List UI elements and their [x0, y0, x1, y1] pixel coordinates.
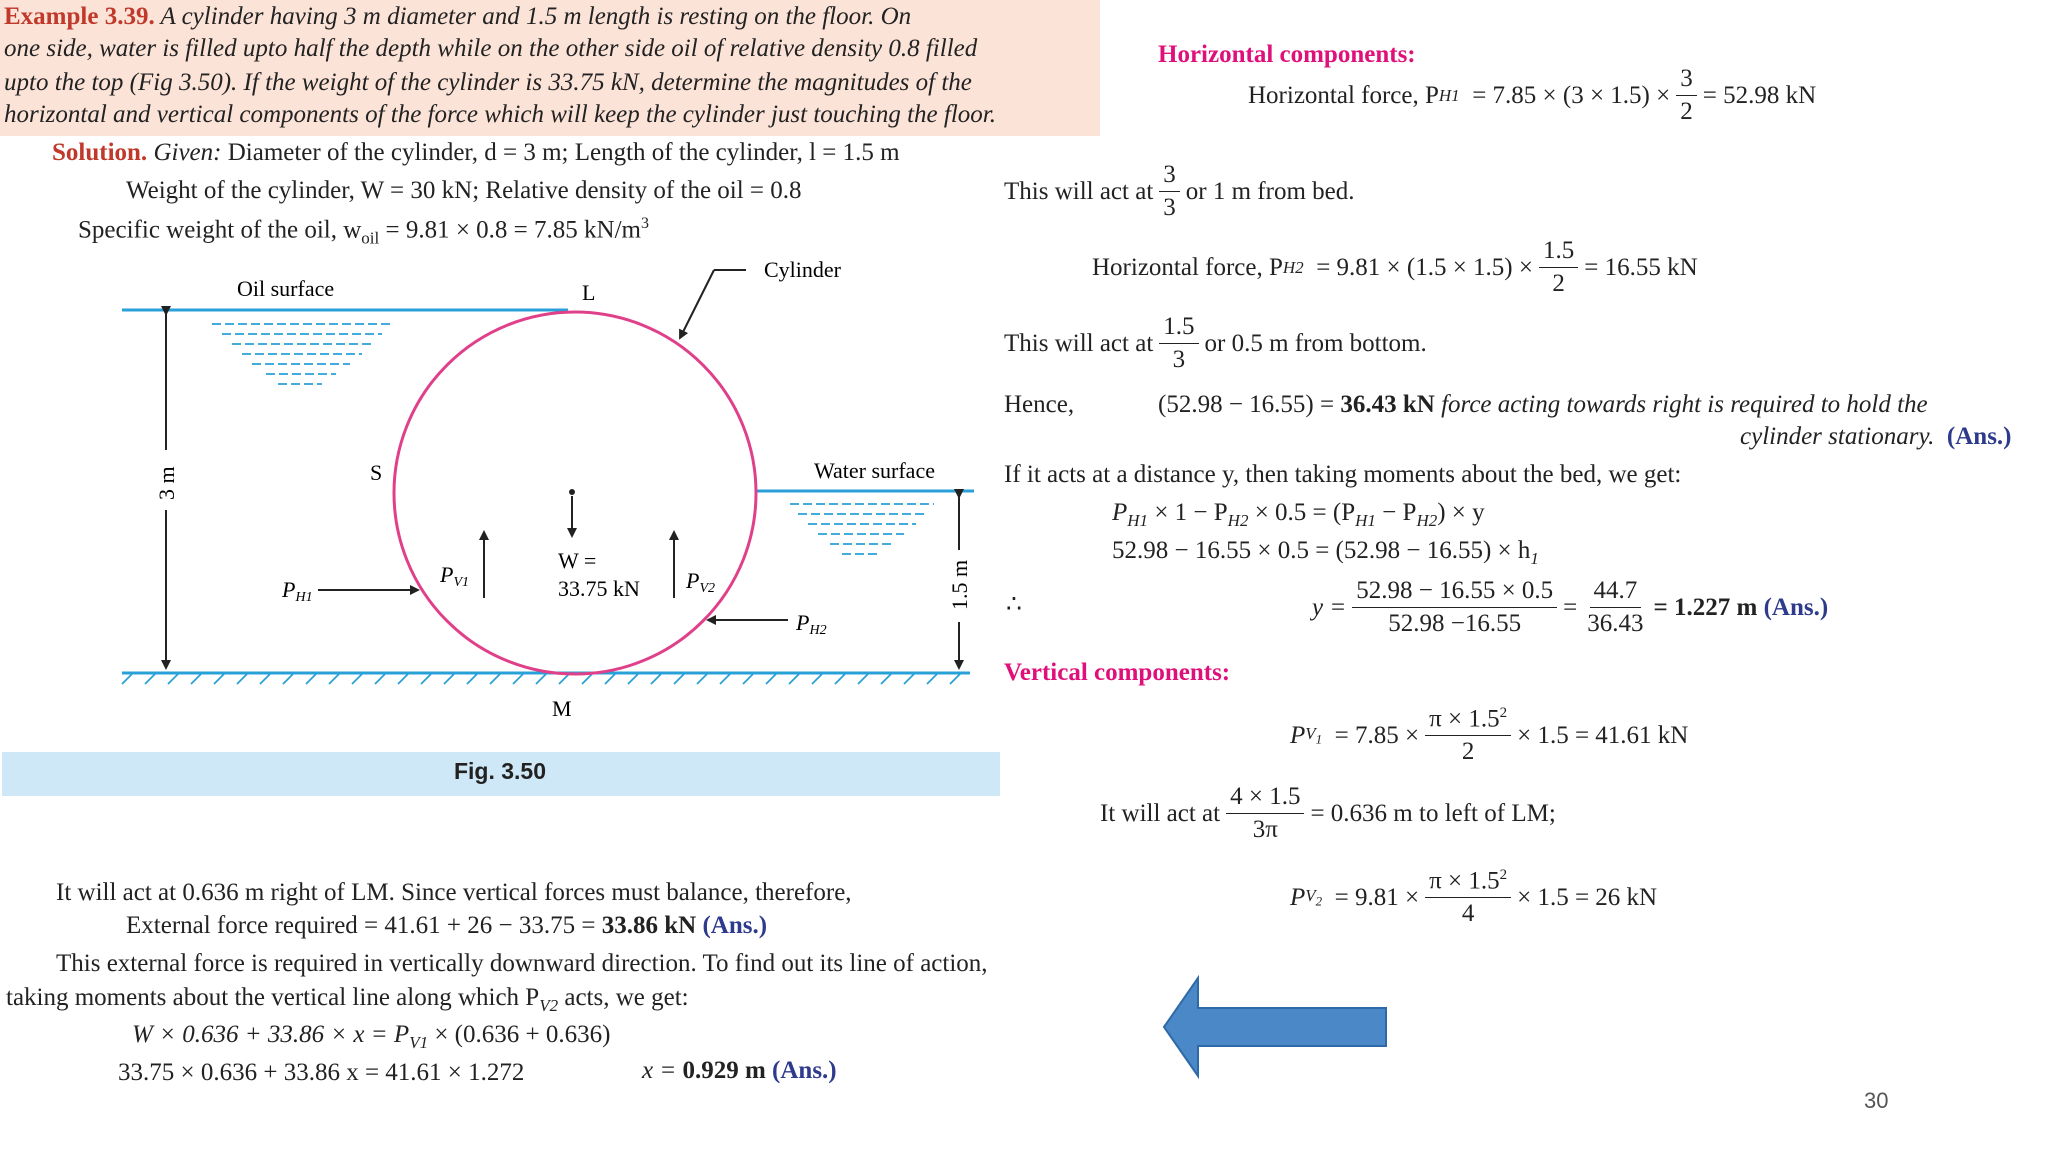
label-W-2: 33.75 kN [558, 576, 640, 601]
page-number: 30 [1864, 1088, 1889, 1113]
cylinder-label: Cylinder [764, 257, 841, 282]
horizontal-heading: Horizontal components: [1158, 41, 1416, 68]
y-equation: y = $\frac{52.98 - 16.55 \times 0.5}{52.98 -16.55}$ = $\frac{44.7}{36.43}$ = 1.227 m (Ans.) [1312, 577, 1829, 637]
label-M: M [552, 696, 572, 721]
pv2-equation: P $V_2$ = 9.81 × $\frac{\pi \times 1.5^2}{4}$ × 1.5 = 26 kN [1290, 866, 1658, 927]
example-line-2: one side, water is filled upto half the depth while on the other side oil of relative density 0.8 filled [4, 35, 978, 62]
therefore-symbol: ∴ [1006, 591, 1022, 618]
back-arrow-icon[interactable] [1160, 972, 1390, 1082]
bottom-line-3: This external force is required in vertically downward direction. To find out its line of action, [56, 950, 988, 977]
bottom-eq-2-result: x = 0.929 m (Ans.) [642, 1057, 837, 1084]
example-line-1: Example 3.39. A cylinder having 3 m diameter and 1.5 m length is resting on the floor. On [4, 3, 912, 30]
water-hatch [790, 504, 934, 554]
act2-line: This will act at $\frac{1.5}{3}$ or 0.5 m from bottom. [1004, 313, 1427, 373]
act3-line: It will act at $\frac{4 \times 1.5}{3\pi}$ = 0.636 m to left of LM; [1100, 783, 1556, 843]
bottom-line-2: External force required = 41.61 + 26 − 33.75 = 33.86 kN (Ans.) [126, 912, 768, 939]
vertical-heading: Vertical components: [1004, 659, 1231, 686]
pv1-equation: P $V_1$ = 7.85 × $\frac{\pi \times 1.5^2}{2}$ × 1.5 = 41.61 kN [1290, 704, 1689, 765]
solution-line-2: Weight of the cylinder, W = 30 kN; Relative density of the oil = 0.8 [126, 177, 802, 204]
label-PV1: PV1 [440, 562, 470, 590]
example-line-3: upto the top (Fig 3.50). If the weight of the cylinder is 33.75 kN, determine the magnitudes of the [4, 69, 972, 96]
oil-surface-label: Oil surface [237, 276, 335, 301]
bottom-line-1: It will act at 0.636 m right of LM. Since vertical forces must balance, therefore, [56, 879, 852, 906]
label-PV2: PV2 [686, 568, 716, 596]
cylinder-circle [394, 312, 756, 674]
ph2-equation: Horizontal force, P H2 = 9.81 × (1.5 × 1.5) × $\frac{1.5}{2}$ = 16.55 kN [1092, 237, 1698, 297]
oil-hatch [212, 324, 392, 384]
hence-line-1: (52.98 − 16.55) = 36.43 kN force acting towards right is required to hold the [1158, 391, 1928, 418]
moment-eq-2: $52.98 - 16.55 \times 0.5 = (52.98 - 16.55) \times h_1$ [1112, 537, 1539, 568]
dim-3m-label: 3 m [154, 466, 179, 500]
label-W-1: W = [558, 548, 597, 573]
label-S: S [370, 460, 383, 485]
figure-caption: Fig. 3.50 [453, 758, 547, 784]
bed-hatch [122, 674, 960, 684]
moment-eq-1: $P_{H1} \times 1 - P_{H2} \times 0.5 = (P_{H1} - P_{H2}) \times y$ [1112, 499, 1485, 530]
ph1-equation: Horizontal force, P H1 = 7.85 × (3 × 1.5) × $\frac{3}{2}$ = 52.98 kN [1248, 65, 1817, 125]
hence-line-2: cylinder stationary. (Ans.) [1740, 423, 2012, 450]
solution-line-3: Specific weight of the oil, $w_{oil} = 9.81 \times 0.8 = 7.85$ $kN/m^3$ [78, 215, 649, 248]
solution-line-1: Solution. Given: Diameter of the cylinder, d = 3 m; Length of the cylinder, l = 1.5 m [52, 139, 900, 166]
cylinder-leader [680, 270, 714, 338]
water-surface-label: Water surface [814, 458, 935, 483]
hence-label: Hence, [1004, 391, 1075, 418]
label-PH1: PH1 [282, 577, 313, 605]
figure-3-50 [0, 250, 1000, 750]
bottom-line-4: taking moments about the vertical line along which $P_{V2}$ acts, we get: [6, 984, 689, 1015]
label-L: L [582, 280, 596, 305]
moment-intro: If it acts at a distance y, then taking moments about the bed, we get: [1004, 461, 1682, 488]
act1-line: This will act at $\frac{3}{3}$ or 1 m from bed. [1004, 161, 1355, 221]
bottom-eq-1: $W \times 0.636 + 33.86 \times x = P_{V1} \times (0.636 + 0.636)$ [132, 1021, 611, 1052]
bottom-eq-2: 33.75 × 0.636 + 33.86 x = 41.61 × 1.272 [118, 1059, 525, 1086]
dim-15m-label: 1.5 m [947, 559, 972, 610]
label-PH2: PH2 [796, 610, 827, 638]
example-line-4: horizontal and vertical components of the force which will keep the cylinder just touching the floor. [4, 101, 996, 128]
